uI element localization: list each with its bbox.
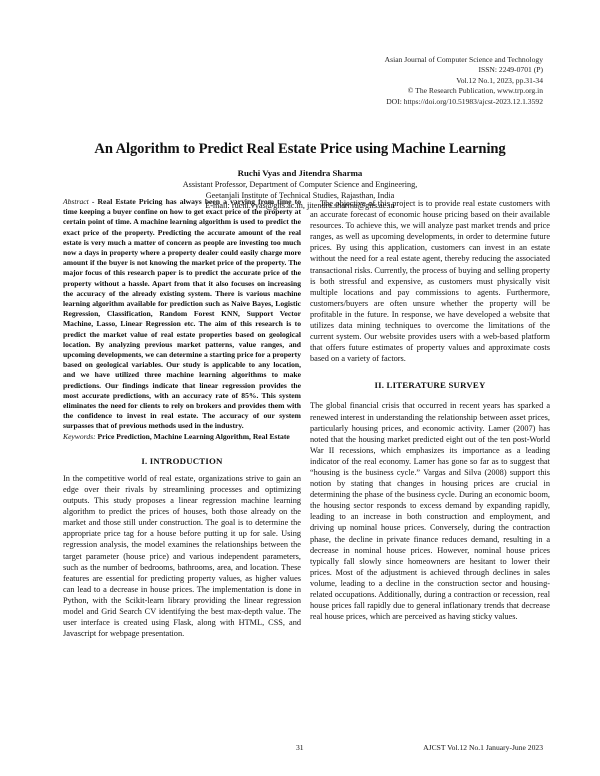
abstract	[63, 197, 301, 432]
keywords-label: Keywords:	[63, 431, 96, 441]
left-column	[63, 197, 301, 639]
keywords	[63, 432, 301, 442]
affiliation-line-1: Assistant Professor, Department of Computer Science and Engineering,	[182, 180, 418, 189]
volume-info: Vol.12 No.1, 2023, pp.31-34	[456, 75, 543, 85]
literature-survey-heading: II. LITERATURE SURVEY	[374, 380, 486, 391]
issn: ISSN: 2249-0701 (P)	[478, 65, 543, 75]
keywords-text: Price Prediction, Machine Learning Algorithm, Real Estate	[95, 431, 290, 441]
author-email: E-mail: ruchi.vyas@gits.ac.in, jitendra.sharma@gits.ac.in	[205, 201, 395, 211]
introduction-paragraph-2: The objective of this project is to provide real estate customers with an accurate forecast of economic house pricing based on their available resources. To achieve this, we will analyze past market trends and price ranges, as well as upcoming developments, in order to determine future prices. By using this application, customers can invest in an estate without the need for a real estate agent, thereby reducing the associated transactional risks. Currently, the process of buying and selling property is both stressful and expensive, as customers must physically visit multiple locations and pay commissions to agents. Furthermore, customers/buyers are often unsure whether the property will be profitable in the future. In response, we have developed a website that utilizes data mining techniques to overcome the limitations of the current system. Our website provides users with a web-based platform that offers future estimates of property values and approximate costs based on a variety of factors.	[310, 199, 550, 364]
abstract-text: - Real Estate Pricing has always been a varying from time to time keeping a buyer confine on how to get exact price of the property at certain point of time. A machine learning algorithm is used to predict the exact price of the property. Predicting the accurate amount of the real estate is very much a matter of concern as people are investing too much now a days in property where a property dealer could easily charge more amount if the buyer is not knowing the market price of the property. The major focus of this research paper is to predict the accurate price of the property without a hassle. Apart from that it also focuses on increasing the accuracy of the already existing system. There is various machine learning algorithm available for prediction such as Naive Bayes, Logistic Regression, Classification, Random Forest KNN, Support Vector Machine, Lasso, Linear Regression etc. The aim of this research is to predict the market value of real estate properties based on geological location. By analyzing previous market patterns, value ranges, and upcoming developments, we can determine a starting price for a property based on geological variables. Our study is applicable to any location, and we have utilized three machine learning algorithms to make predictions. Our findings indicate that linear regression provides the most accurate predictions, with an accuracy rate of 85%. This system eliminates the need for clients to rely on brokers and provides them with the confidence to invest in real estate. The accuracy of our system surpasses that of previous methods used in the industry.	[63, 197, 301, 431]
journal-header	[385, 55, 543, 107]
footer-journal-info: AJCST Vol.12 No.1 January-June 2023	[423, 743, 543, 752]
page-number: 31	[296, 743, 304, 752]
literature-survey-paragraph: The global financial crisis that occurred in recent years has sparked a renewed interest in understanding the relationship between asset prices, particularly housing prices, and economic activity. Lamer (2007) has noted that the housing market predicted eight out of the ten post-World War II recessions, which emphasizes its importance as a leading indicator of the real economy. Lamer has gone so far as to suggest that “housing is the business cycle.” Vargas and Silva (2008) support this notion by stating that changes in housing prices are crucial in determining the phase of the business cycle. During an economic boom, the housing sector responds to excess demand by expanding rapidly, leading to an increase in both construction and employment, and driving up nominal house prices. Conversely, during the contraction phase, the decline in private finance reduces demand, resulting in a decrease in nominal house prices. However, nominal house prices typically fall slowly since homeowners are hesitant to lower their prices. Most of the adjustment is achieved through declines in sales volume, leading to a decline in the construction sector and housing-related occupations. Additionally, during a contraction or recession, real house prices fall rapidly due to general inflationary trends that decrease real house prices, which are perceived as having sticky values.	[310, 401, 550, 622]
paper-title: An Algorithm to Predict Real Estate Price using Machine Learning	[94, 141, 506, 157]
affiliation-line-2: Geetanjali Institute of Technical Studies, Rajasthan, India	[205, 190, 395, 200]
publisher: © The Research Publication, www.trp.org.in	[407, 86, 543, 96]
right-column	[310, 198, 550, 622]
doi: DOI: https://doi.org/10.51983/ajcst-2023.12.1.3592	[386, 96, 543, 106]
introduction-heading: I. INTRODUCTION	[141, 455, 223, 466]
paper-authors: Ruchi Vyas and Jitendra Sharma	[237, 168, 363, 178]
introduction-paragraph-1: In the competitive world of real estate, organizations strive to gain an edge over their rivals by streamlining processes and optimizing outputs. This study proposes a linear regression machine learning algorithm to predict the prices of houses, both those already on the market and those still under construction. The goal is to determine the appropriate price tag for a house before putting it up for sale. Using regression analysis, the model examines the relationships between the target parameter (house price) and various independent parameters, such as the number of bedrooms, bathrooms, area, and location. These features are essential for predicting property values, as higher values can lead to a decrease in house prices. The implementation is done in Python, with the Scikit-learn library providing the linear regression model and Grid Search CV identifying the best max-depth value. The user interface is created using Flask, along with HTML, CSS, and Javascript for webpage presentation.	[63, 473, 301, 639]
abstract-label: Abstract	[63, 197, 89, 206]
journal-name: Asian Journal of Computer Science and Technology	[384, 55, 543, 64]
